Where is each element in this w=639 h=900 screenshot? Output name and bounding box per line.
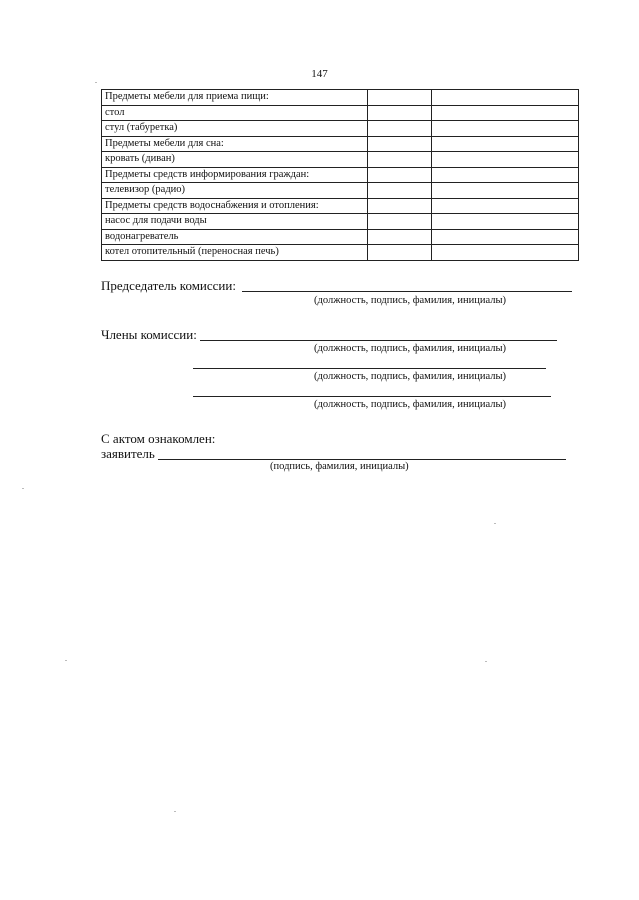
table-cell-empty <box>368 90 432 106</box>
table-cell-empty <box>432 167 579 183</box>
table-cell-item: стол <box>102 105 368 121</box>
table-row <box>102 198 579 214</box>
scan-speck <box>485 661 487 662</box>
table-cell-item: Предметы средств информирования граждан: <box>102 167 368 183</box>
member1-signature-line[interactable] <box>200 340 557 341</box>
acquainted-title: С актом ознакомлен: <box>101 431 216 446</box>
table-cell-empty <box>432 90 579 106</box>
chairman-caption: (должность, подпись, фамилия, инициалы) <box>314 295 507 306</box>
applicant-signature-line[interactable] <box>158 459 566 460</box>
table-row <box>102 152 579 168</box>
table-cell-empty <box>368 229 432 245</box>
table-cell-item: насос для подачи воды <box>102 214 368 230</box>
applicant-caption: (подпись, фамилия, инициалы) <box>270 461 409 472</box>
table-cell-item: кровать (диван) <box>102 152 368 168</box>
table-cell-empty <box>432 198 579 214</box>
table-cell-item: Предметы средств водоснабжения и отопления: <box>102 198 368 214</box>
table-cell-empty <box>432 136 579 152</box>
table-row <box>102 90 579 106</box>
table-cell-empty <box>432 152 579 168</box>
scan-speck <box>22 488 24 489</box>
table-cell-empty <box>368 105 432 121</box>
scan-speck <box>494 523 496 524</box>
member3-signature-line[interactable] <box>193 396 551 397</box>
scan-speck <box>95 82 97 83</box>
table-row <box>102 121 579 137</box>
scan-speck <box>174 811 176 812</box>
table-row <box>102 229 579 245</box>
table-cell-empty <box>432 121 579 137</box>
table-cell-empty <box>432 229 579 245</box>
member2-caption: (должность, подпись, фамилия, инициалы) <box>314 371 507 382</box>
table-cell-empty <box>368 214 432 230</box>
applicant-label: заявитель <box>101 446 155 461</box>
table-cell-item: стул (табуретка) <box>102 121 368 137</box>
table-cell-empty <box>432 183 579 199</box>
table-cell-empty <box>368 198 432 214</box>
furniture-table <box>101 89 579 261</box>
member2-signature-line[interactable] <box>193 368 546 369</box>
table-cell-item: Предметы мебели для сна: <box>102 136 368 152</box>
table-cell-empty <box>432 245 579 261</box>
table-cell-item: водонагреватель <box>102 229 368 245</box>
table-cell-item: телевизор (радио) <box>102 183 368 199</box>
table-row <box>102 136 579 152</box>
table-cell-empty <box>368 245 432 261</box>
member3-caption: (должность, подпись, фамилия, инициалы) <box>314 399 507 410</box>
table-cell-item: котел отопительный (переносная печь) <box>102 245 368 261</box>
table-row <box>102 167 579 183</box>
chairman-signature-line[interactable] <box>242 291 572 292</box>
table-cell-empty <box>368 121 432 137</box>
table-row <box>102 183 579 199</box>
table-row <box>102 105 579 121</box>
table-cell-empty <box>432 105 579 121</box>
table-row <box>102 214 579 230</box>
table-cell-empty <box>368 183 432 199</box>
page-number: 147 <box>311 68 328 80</box>
members-label: Члены комиссии: <box>101 327 197 342</box>
table-cell-empty <box>368 167 432 183</box>
chairman-label: Председатель комиссии: <box>101 278 236 293</box>
table-row <box>102 245 579 261</box>
scan-speck <box>65 660 67 661</box>
table-cell-empty <box>368 152 432 168</box>
table-cell-empty <box>368 136 432 152</box>
table-cell-item: Предметы мебели для приема пищи: <box>102 90 368 106</box>
table-cell-empty <box>432 214 579 230</box>
member1-caption: (должность, подпись, фамилия, инициалы) <box>314 343 507 354</box>
